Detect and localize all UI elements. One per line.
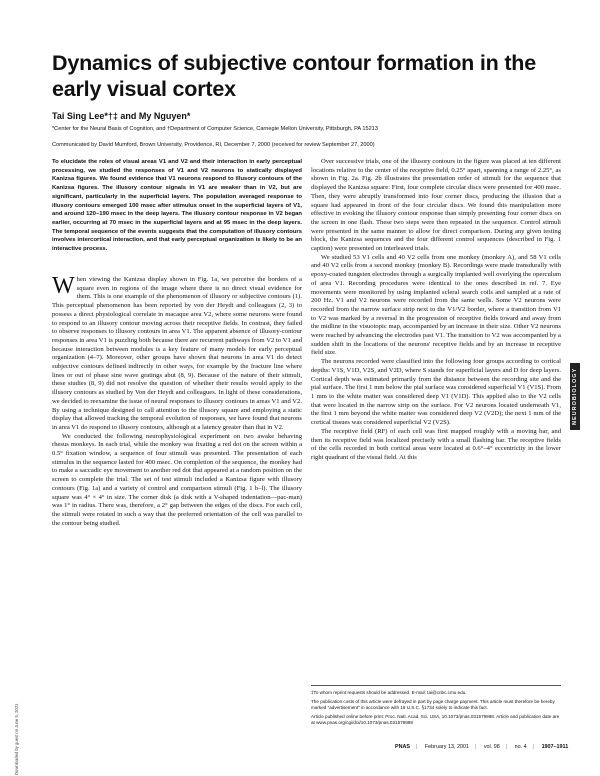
body-paragraph: The receptive field (RF) of each cell was first mapped roughly with a moving bar, and then its receptive field was localized precisely with a small flashing bar. The receptive fields of the cells recorded in both cortical areas were located at 0.6°–4° eccentricity in the lower right quadrant of the visual field. At this <box>311 427 561 461</box>
abstract: To elucidate the roles of visual areas V1 and V2 and their interaction in early perceptual processing, we studied the responses of V1 and V2 neurons to statically displayed Kanizsa figures. We found evidence that V1 neurons respond to illusory contours of the Kanizsa figures. The illusory contour signals in V1 are weaker than in V2, but are significant, particularly in the superficial layers. The population averaged response to illusory contours emerged 100 msec after stimulus onset in the superficial layers of V1, and around 120–190 msec in the deep layers. The illusory contour response in V2 began earlier, occurring at 70 msec in the superficial layers and at 95 msec in the deep layers. The temporal sequence of the events suggests that the computation of illusory contours involves intercortical interaction, and that early perceptual organization is likely to be an interactive process. <box>52 159 302 253</box>
communicated-line: Communicated by David Mumford, Brown University, Providence, RI, December 7, 2000 (received for review September 27, 2000) <box>52 142 375 148</box>
author-line: Tai Sing Lee*†‡ and My Nguyen* <box>52 111 191 121</box>
body-paragraph: We studied 53 V1 cells and 40 V2 cells from one monkey (monkey A), and 58 V1 cells and 40 V2 cells from a second monkey (monkey B). Recordings were made transdurally with epoxy-coated tungsten electrodes through a surgically implanted well overlying the operculum of area V1. Recording procedures were identical to the ones described in ref. 7. Eye movements were monitored by using implanted scleral search coils and sampled at a rate of 200 Hz. V1 and V2 neurons were recorded from the same wells. Some V2 neurons were recorded from the narrow surface strip next to the V1/V2 border, where a transition from V1 to V2 was marked by a reversal in the progression of receptive fields toward and away from the midline in the visuotopic map, accompanied by an increase in their size. Other V2 neurons were reached by advancing the electrodes past V1. The transition to V2 was accompanied by a sudden shift in the locations of the neurons' receptive fields and by an increase in receptive field size. <box>311 253 561 357</box>
issue-number: no. 4 <box>514 744 527 750</box>
body-column-left <box>52 273 302 528</box>
footer-separator: | <box>415 744 418 750</box>
body-paragraph <box>52 273 302 433</box>
body-paragraph-text: hen viewing the Kanizsa display shown in Fig. 1a, we perceive the borders of a square even in regions of the image where there is no direct visual evidence for them. This is one example of the phenomenon of illusory or subjective contours (1). This perceptual phenomenon has been reported by von der Heydt and colleagues (2, 3) to possess a direct physiological correlate in macaque area V2, where some neurons were found to respond to an illusory contour moving across their receptive fields. In contrast, they failed to observe responses to illusory contours in area V1. The apparent absence of illusory-contour responses in area V1 is puzzling both because there are recurrent pathways from V2 to V1 and because interaction between modules is a key feature of many models for early perceptual organization (4–7). Moreover, other groups have shown that neurons in area V1 do detect subjective contours defined indirectly in other ways, for example by the fracture line where lines or out of phase sine wave gratings abut (8, 9). Because of the nature of their stimuli, these studies (8, 9) did not resolve the question of whether their results would apply to the illusory contours as studied by Von der Heydt and colleagues. In light of these considerations, we decided to reexamine the issue of neural responses to illusory contours in areas V1 and V2. By using a technique designed to call attention to the illusory square and employing a static display that allowed tracking the temporal evolution of responses, we have found that neurons in area V1 do respond to illusory contours, although at a latency greater than that in V2. <box>52 276 302 431</box>
footnote: ‡To whom reprint requests should be addressed. E-mail: tai@cnbc.cmu.edu. <box>311 690 467 695</box>
footer-separator: | <box>532 744 535 750</box>
body-paragraph: The neurons recorded were classified into the following four groups according to cortical depths: V1S, V1D, V2S, and V2D, where S stands for superficial layers and D for deep layers. Cortical depth was estimated primarily from the distance between the recording site and the pial surface. The first 1 mm below the pial surface was considered superficial V1 (V1S). From 1 mm to the white matter was considered deep V1 (V1D). This applied also to the V2 cells that were located in the narrow strip on the surface. For V2 neurons located underneath V1, the first 1 mm beyond the white matter was considered deep V2 (V2D); the next 1 mm of the cortical tissues was considered superficial V2 (V2S). <box>311 358 561 427</box>
footnote: The publication costs of this article were defrayed in part by page charge payment. This article must therefore be hereby marked "advertisement" in accordance with 18 U.S.C. §1734 solely to indicate this fact. <box>311 699 555 710</box>
footnotes <box>311 685 561 729</box>
download-watermark: Downloaded by guest on June 5, 2021 <box>14 703 19 775</box>
drop-cap: W <box>52 273 75 299</box>
journal-name: PNAS <box>395 744 410 750</box>
affiliations: *Center for the Neural Basis of Cognition, and †Department of Computer Science, Carnegie Mellon University, Pittsburgh, PA 15213 <box>52 126 378 132</box>
footer-separator: | <box>474 744 477 750</box>
section-side-label: NEUROBIOLOGY <box>570 363 580 430</box>
footer-separator: | <box>505 744 508 750</box>
issue-date: February 13, 2001 <box>424 744 469 750</box>
body-column-right <box>311 158 561 463</box>
page-footer <box>395 744 574 750</box>
page-range: 1907–1911 <box>541 744 569 750</box>
footnote: Article published online before print: Proc. Natl. Acad. Sci. USA, 10.1073/pnas.031579998. Article and publication date are at www.pnas.org/cgi/doi/10.1073/pnas.031579998 <box>311 714 560 725</box>
paper-title: Dynamics of subjective contour formation in the early visual cortex <box>52 51 536 101</box>
body-paragraph: We conducted the following neurophysiological experiment on two awake behaving rhesus monkeys. In each trial, while the monkey was fixating a red dot on the screen within a 0.5° fixation window, a sequence of four stimuli was presented. The presentation of each stimulus in the sequence lasted for 400 msec. On completion of the sequence, the monkey had to make a saccadic eye movement to another red dot that appeared at a random position on the screen to complete the trial. The set of test stimuli included a Kanizsa figure with illusory contours (Fig. 1a) and a variety of control and comparison stimuli (Fig. 1 b–l). The illusory square was 4° × 4° in size. The corner disk (a disk with a V-shaped indentation—pac-man) was 1° in radius. There was, therefore, a 2° gap between the edges of the discs. For each cell, the stimuli were rotated in such a way that the preferred orientation of the cell was parallel to the contour being studied. <box>52 432 302 527</box>
body-paragraph: Over successive trials, one of the illusory contours in the figure was placed at ten different locations relative to the center of the receptive field, 0.25° apart, spanning a range of 2.25°, as shown in Fig. 2a. Fig. 2b illustrates the presentation order of stimuli for the sequence that displayed the Kanizsa square: First, four complete circular discs were presented for 400 msec. Then, they were abruptly transformed into four corner discs, producing the illusion that a square had appeared in front of the four circular discs. We found this manipulation more effective in evoking the illusory contour response than simply presenting four corner discs on the screen in one flash. These two steps were then repeated in the sequence. Control stimuli were presented in the same manner to allow for direct comparison. During any given testing block, the Kanizsa sequences and the four different control sequences (described in Fig. 1 caption) were presented on interleaved trials. <box>311 158 561 253</box>
volume: vol. 98 <box>483 744 500 750</box>
